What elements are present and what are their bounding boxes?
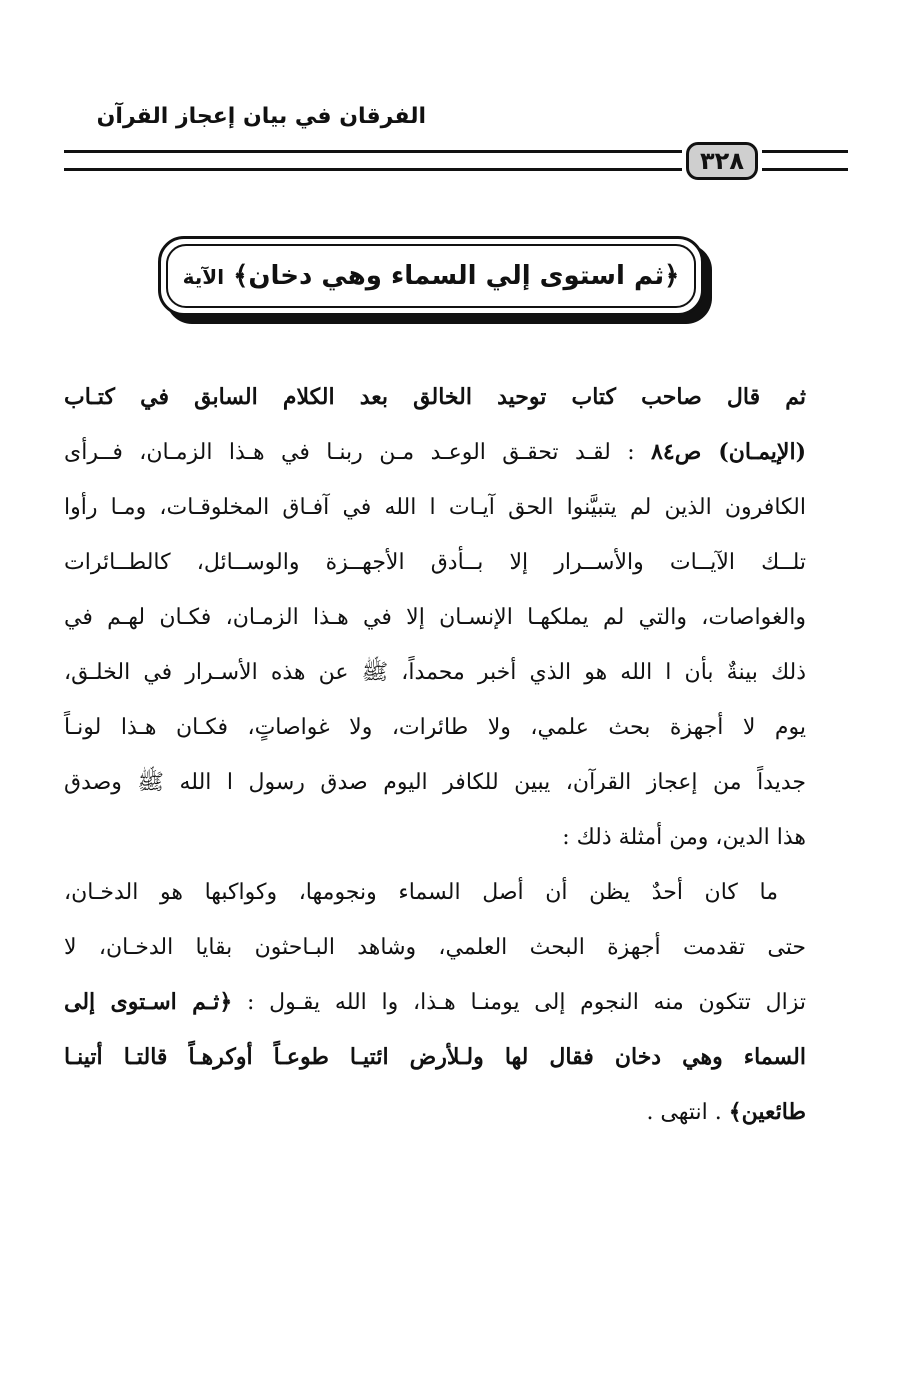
text-line (64, 810, 806, 865)
text-line-content: تلــك الآيــات والأســرار إلا بــأدق الأجهــزة والوســائل، كالطــائرات (64, 550, 806, 575)
text-line-bold: ﴿ثـم اسـتوى إلى (64, 989, 233, 1015)
text-line-content: والغواصات، والتي لم يملكهـا الإنسـان إلا في هـذا الزمـان، فكـان لهـم في (64, 605, 806, 630)
section-heading-title: ﴿ثم استوى إلي السماء وهي دخان﴾ (233, 261, 680, 291)
text-line (64, 425, 806, 480)
page-number: ٣٢٨ (686, 142, 758, 180)
running-title: الفرقان في بيان إعجاز القرآن (96, 104, 426, 129)
page-number-frame (682, 138, 762, 184)
section-heading-suffix: الآية (182, 265, 225, 289)
text-line (64, 590, 806, 645)
text-line-content: جديداً من إعجاز القرآن، يبين للكافر اليوم صدق رسول ا الله ﷺ وصدق (64, 770, 806, 795)
text-line (64, 920, 806, 975)
text-line-content: . انتهى . (646, 1100, 729, 1125)
text-line-bold: (الإيمـان) ص٨٤ (651, 439, 806, 465)
text-line (64, 700, 806, 755)
text-line-content: ما كان أحدٌ يظن أن أصل السماء ونجومها، وكواكبها هو الدخـان، (64, 880, 778, 905)
body-text (64, 370, 806, 1140)
text-line (64, 1085, 806, 1140)
text-line (64, 1030, 806, 1085)
text-line-content: حتى تقدمت أجهزة البحث العلمي، وشاهد البـاحثون بقايا الدخـان، لا (64, 935, 806, 960)
text-line-content: الكافرون الذين لم يتبيَّنوا الحق آيـات ا الله في آفـاق المخلوقـات، ومـا رأوا (64, 495, 806, 520)
text-line (64, 535, 806, 590)
text-line-content: ثم قال صاحب كتاب توحيد الخالق بعد الكلام السابق في كتـاب (64, 384, 806, 410)
section-heading-frame (158, 236, 704, 316)
text-line (64, 865, 806, 920)
text-line (64, 645, 806, 700)
text-line (64, 370, 806, 425)
text-line-content: هذا الدين، ومن أمثلة ذلك : (562, 825, 806, 850)
text-line (64, 975, 806, 1030)
section-heading (183, 261, 680, 291)
text-line-content: يوم لا أجهزة بحث علمي، ولا طائرات، ولا غواصاتٍ، فكـان هـذا لونـاً (64, 715, 806, 740)
text-line-content: ذلك بينةٌ بأن ا الله هو الذي أخبر محمداً، ﷺ عن هذه الأسـرار في الخلـق، (64, 660, 806, 685)
text-line-content: تزال تتكون منه النجوم إلى يومنـا هـذا، وا الله يقـول : (232, 990, 807, 1015)
text-line-bold: طائعين﴾ (728, 1099, 806, 1125)
text-line-content: السماء وهي دخان فقال لها ولـلأرض ائتيـا طوعـاً أوكرهـاً قالتـا أتينـا (64, 1044, 806, 1070)
text-line-content: : لقـد تحقـق الوعـد مـن ربنـا في هـذا الزمـان، فــرأى (64, 440, 652, 465)
text-line (64, 755, 806, 810)
text-line (64, 480, 806, 535)
